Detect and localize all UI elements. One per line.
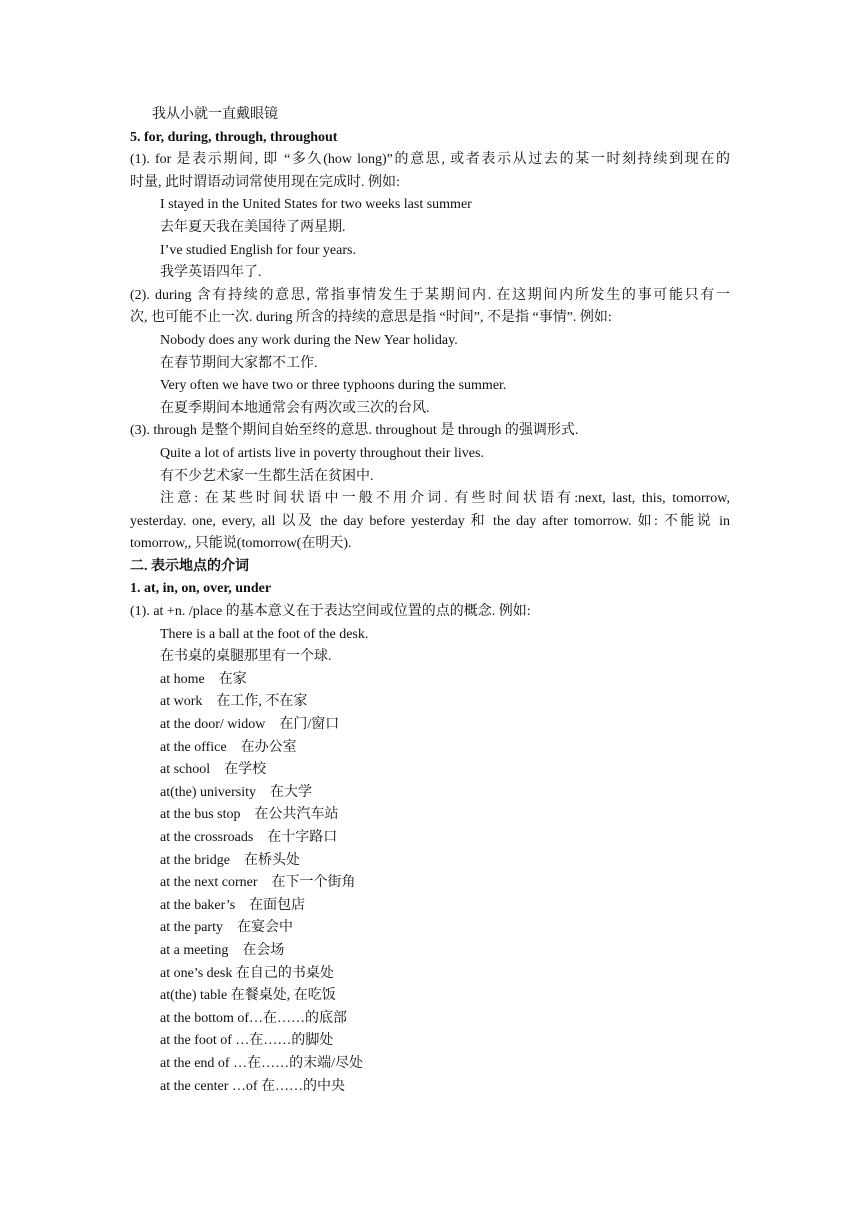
example-sentence: Nobody does any work during the New Year holiday. <box>160 332 458 348</box>
phrase-item: at the bottom of…在……的底部 <box>160 1010 348 1026</box>
example-translation: 我从小就一直戴眼镜 <box>152 107 278 122</box>
paragraph-line: (3). through 是整个期间自始至终的意思. throughout 是 through 的强调形式. <box>130 423 579 439</box>
phrase-item: at one’s desk 在自己的书桌处 <box>160 965 334 981</box>
example-sentence: Quite a lot of artists live in poverty throughout their lives. <box>160 445 484 461</box>
phrase-item: at the crossroads 在十字路口 <box>160 830 338 845</box>
example-sentence: Very often we have two or three typhoons during the summer. <box>160 378 507 394</box>
paragraph-line: (1). at +n. /place 的基本意义在于表达空间或位置的点的概念. 例如: <box>130 604 531 620</box>
subsection-heading: 1. at, in, on, over, under <box>130 581 272 597</box>
note-line: yesterday. one, every, all 以及 the day before yesterday 和 the day after tomorrow. 如: 不能说 in <box>130 513 730 529</box>
document-body <box>130 104 730 1098</box>
phrase-item: at(the) university 在大学 <box>160 784 313 800</box>
phrase-item: at the end of …在……的末端/尽处 <box>160 1055 363 1071</box>
phrase-item: at the baker’s 在面包店 <box>160 897 306 913</box>
note-line: 注意: 在某些时间状语中一般不用介词. 有些时间状语有:next, last, this, tomorrow, <box>160 491 730 507</box>
phrase-item: at the next corner 在下一个街角 <box>160 875 356 891</box>
phrase-item: at the door/ widow 在门/窗口 <box>160 717 340 733</box>
phrase-item: at the bridge 在桥头处 <box>160 852 300 868</box>
section-heading: 5. for, during, through, throughout <box>130 129 338 145</box>
example-translation: 去年夏天我在美国待了两星期. <box>160 219 346 235</box>
phrase-item: at the party 在宴会中 <box>160 920 293 936</box>
phrase-item: at home 在家 <box>160 671 247 687</box>
note-line: tomorrow,, 只能说(tomorrow(在明天). <box>130 536 352 552</box>
example-sentence: There is a ball at the foot of the desk. <box>160 626 369 642</box>
example-translation: 在夏季期间本地通常会有两次或三次的台风. <box>160 400 430 416</box>
paragraph-line: 次, 也可能不止一次. during 所含的持续的意思是指 “时间”, 不是指 “事情”. 例如: <box>130 310 612 326</box>
paragraph-line: (2). during 含有持续的意思, 常指事情发生于某期间内. 在这期间内所发生的事可能只有一 <box>130 287 730 303</box>
example-translation: 有不少艺术家一生都生活在贫困中. <box>160 468 374 484</box>
example-sentence: I’ve studied English for four years. <box>160 242 356 258</box>
example-sentence: I stayed in the United States for two weeks last summer <box>160 197 472 213</box>
example-translation: 我学英语四年了. <box>160 265 262 281</box>
phrase-item: at the bus stop 在公共汽车站 <box>160 807 339 823</box>
example-translation: 在书桌的桌腿那里有一个球. <box>160 649 332 665</box>
phrase-item: at the foot of …在……的脚处 <box>160 1033 334 1049</box>
paragraph-line: (1). for 是表示期间, 即 “多久(how long)”的意思, 或者表示从过去的某一时刻持续到现在的 <box>130 152 730 168</box>
phrase-item: at work 在工作, 不在家 <box>160 694 308 710</box>
section-heading: 二. 表示地点的介词 <box>130 558 249 574</box>
phrase-item: at a meeting 在会场 <box>160 942 285 958</box>
phrase-item: at the center …of 在……的中央 <box>160 1078 346 1094</box>
phrase-item: at the office 在办公室 <box>160 739 297 755</box>
example-translation: 在春节期间大家都不工作. <box>160 355 318 371</box>
paragraph-line: 时量, 此时谓语动词常使用现在完成时. 例如: <box>130 174 400 190</box>
phrase-item: at(the) table 在餐桌处, 在吃饭 <box>160 988 336 1004</box>
phrase-item: at school 在学校 <box>160 762 267 778</box>
